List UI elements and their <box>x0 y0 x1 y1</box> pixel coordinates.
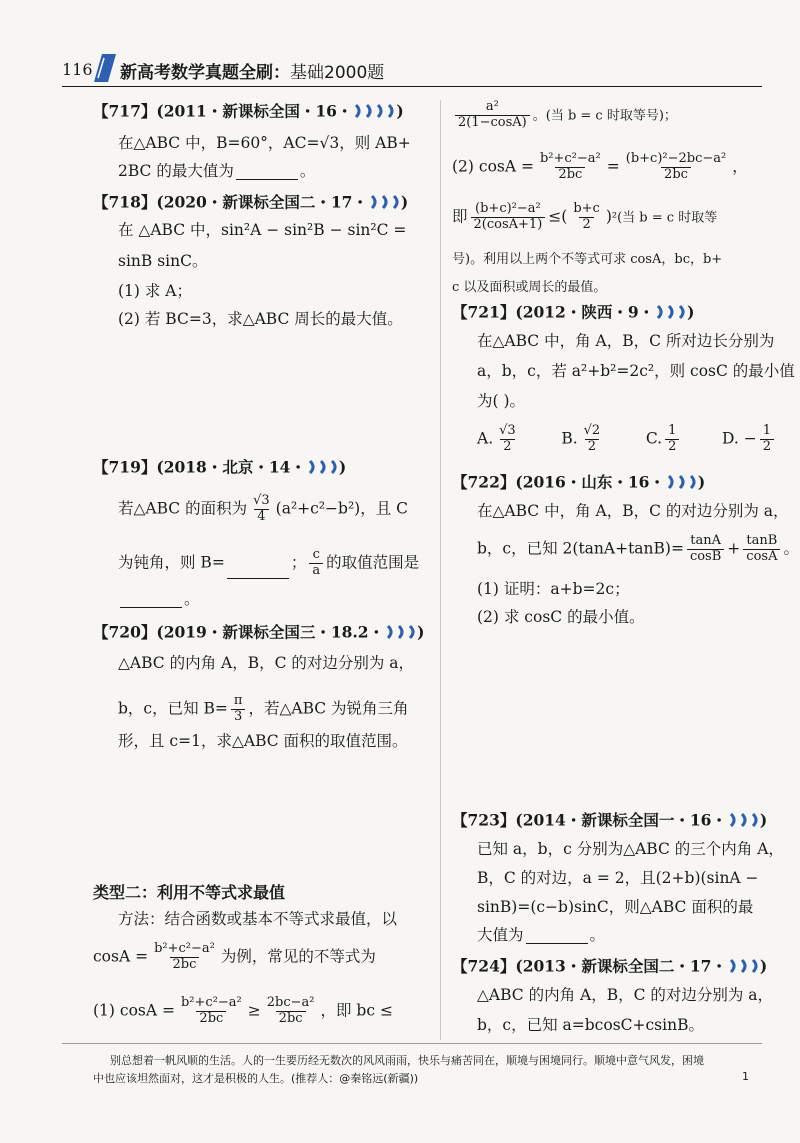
problem-721-options <box>477 424 777 455</box>
method-continued-line2: (2) cosA = $\frac{\text{b²+c²−a²}}{2bc}$ = $\frac{\text{(b+c)²−2bc−a²}}{2bc}$ ， <box>452 151 748 182</box>
fraction: $\frac{√2}{2}$ <box>583 423 601 454</box>
problem-720-line2: b，c，已知 B= $\frac{\pi}{3}$ ，若△ABC 为锐角三角 <box>118 693 409 724</box>
problem-717-line1: 在△ABC 中，B=60°，AC=√3，则 AB+ <box>118 134 411 152</box>
problem-722-line1: 在△ABC 中，角 A，B，C 的对边分别为 a， <box>477 502 789 520</box>
method-line3: (1) cosA = $\frac{\text{b²+c²−a²}}{2bc}$ ≥ $\frac{\text{2bc−a²}}{2bc}$ ，即 bc ≤ <box>93 995 393 1026</box>
problem-723-header: 【723】(2014・新课标全国一・16・ ) <box>452 810 768 830</box>
footer-quote-line1: 别总想着一帆风顺的生活。人的一生要历经无数次的风风雨雨，快乐与痛苦同在，顺境与困境同行。顺境中意气风发，困境 <box>110 1054 704 1067</box>
fraction: $\frac{\pi}{3}$ <box>231 694 246 725</box>
option-b[interactable]: B. $\frac{√2}{2}$ <box>561 424 606 455</box>
method-continued-line4: 号)。利用以上两个不等式可求 cosA，bc，b+ <box>452 252 723 267</box>
method-line1: 方法：结合函数或基本不等式求最值，以 <box>118 910 398 928</box>
problem-721-line1: 在△ABC 中，角 A，B，C 所对边长分别为 <box>477 332 775 350</box>
problem-717-header: 【717】(2011・新课标全国・16・ ) <box>93 101 404 121</box>
footer-rule <box>62 1043 762 1044</box>
fraction: $\frac{\text{b²+c²−a²}}{2bc}$ <box>154 941 215 972</box>
problem-722-q2: (2) 求 cosC 的最小值。 <box>477 608 645 626</box>
footer-page-mark: 1 <box>742 1070 749 1083</box>
difficulty-icon <box>727 812 760 831</box>
option-c[interactable]: C. $\frac{1}{2}$ <box>646 424 683 455</box>
problem-723-line4: 大值为 。 <box>477 926 606 944</box>
problem-718-line2: sinB sinC。 <box>118 252 208 270</box>
problem-720-line1: △ABC 的内角 A，B，C 的对边分别为 a， <box>118 654 415 672</box>
method-continued-line3: 即 $\frac{\text{(b+c)²−a²}}{2(\cos A+1)}$ ≤( $\frac{b+c}{2}$ )²(当 b = c 时取等 <box>452 201 718 232</box>
fraction: $\frac{\tan A}{\cos B}$ <box>687 534 724 565</box>
difficulty-icon <box>654 304 687 323</box>
problem-724-line1: △ABC 的内角 A，B，C 的对边分别为 a， <box>477 986 774 1004</box>
footer-quote-line2: 中也应该坦然面对，这才是积极的人生。(推荐人：@秦铭远(新疆)) <box>93 1072 419 1085</box>
column-divider <box>440 100 441 1040</box>
method-continued-line5: c 以及面积或周长的最值。 <box>452 280 607 295</box>
problem-722-line2: b，c，已知 2(tanA+tanB)= $\frac{\tan A}{\cos B}$ + $\frac{\tan B}{\cos A}$ 。 <box>477 533 799 564</box>
problem-722-q1: (1) 证明：a+b=2c； <box>477 580 630 598</box>
problem-723-line3: sinB)=(c−b)sinC，则△ABC 面积的最 <box>477 898 754 916</box>
option-a[interactable]: A. $\frac{√3}{2}$ <box>477 424 522 455</box>
option-d[interactable]: D. − $\frac{1}{2}$ <box>722 424 777 455</box>
fraction: $\frac{√3}{2}$ <box>499 423 516 454</box>
problem-723-line1: 已知 a，b，c 分别为△ABC 的三个内角 A， <box>477 840 784 858</box>
header-title: 新高考数学真题全刷：基础2000题 <box>120 63 385 83</box>
difficulty-icon <box>368 194 401 213</box>
problem-720-header: 【720】(2019・新课标全国三・18.2・ ) <box>93 622 425 642</box>
problem-718-q1: (1) 求 A； <box>118 282 193 300</box>
problem-719-line2: 为钝角，则 B= ； $\frac{c}{a}$ 的取值范围是 <box>118 547 420 578</box>
header-stripe-icon <box>94 54 116 82</box>
difficulty-icon <box>306 459 339 478</box>
page-number: 116 <box>62 60 93 79</box>
fraction: $\frac{\tan B}{\cos A}$ <box>743 534 780 565</box>
fraction: $\frac{\text{(b+c)²−a²}}{2(\cos A+1)}$ <box>471 202 546 233</box>
fraction: $\frac{\text{(b+c)²−2bc−a²}}{2bc}$ <box>625 151 727 182</box>
problem-719-line3: 。 <box>118 592 200 608</box>
problem-724-line2: b，c，已知 a=bcosC+csinB。 <box>477 1016 704 1034</box>
problem-720-line3: 形，且 c=1，求△ABC 面积的取值范围。 <box>118 732 408 750</box>
problem-724-header: 【724】(2013・新课标全国二・17・ ) <box>452 956 768 976</box>
problem-721-header: 【721】(2012・陕西・9・ ) <box>452 302 695 322</box>
fraction: $\frac{\text{b²+c²−a²}}{2bc}$ <box>539 151 601 182</box>
answer-blank[interactable] <box>526 929 588 944</box>
section-heading: 类型二：利用不等式求最值 <box>93 883 286 902</box>
problem-717-line2: 2BC 的最大值为 。 <box>118 162 316 180</box>
difficulty-icon <box>352 103 396 122</box>
problem-718-line1: 在 △ABC 中，sin²A − sin²B − sin²C = <box>118 221 407 239</box>
fraction: $\frac{b+c}{2}$ <box>573 201 600 232</box>
answer-blank[interactable] <box>120 593 182 608</box>
problem-719-header: 【719】(2018・北京・14・ ) <box>93 457 347 477</box>
problem-722-header: 【722】(2016・山东・16・ ) <box>452 472 706 492</box>
problem-718-q2: (2) 若 BC=3，求△ABC 周长的最大值。 <box>118 310 403 328</box>
problem-721-line3: 为( )。 <box>477 392 526 410</box>
fraction: $\frac{√3}{4}$ <box>253 493 270 524</box>
fraction: $\frac{1}{2}$ <box>760 424 774 455</box>
fraction: $\frac{\text{a²}}{2(1-\cos A)}$ <box>455 100 530 131</box>
method-line2: cosA = $\frac{\text{b²+c²−a²}}{2bc}$ 为例，常见的不等式为 <box>93 941 376 972</box>
answer-blank[interactable] <box>236 165 298 180</box>
difficulty-icon <box>384 624 417 643</box>
problem-719-line1: 若△ABC 的面积为 $\frac{√3}{4}$ (a²+c²−b²)，且 C <box>118 493 408 524</box>
method-continued-line1: $\frac{\text{a²}}{2(1-\cos A)}$ 。(当 b = c 时取等号)； <box>452 100 677 131</box>
problem-721-line2: a，b，c，若 a²+b²=2c²，则 cosC 的最小值 <box>477 362 795 380</box>
fraction: $\frac{\text{b²+c²−a²}}{2bc}$ <box>180 995 242 1026</box>
fraction: $\frac{\text{2bc−a²}}{2bc}$ <box>266 995 315 1026</box>
fraction: $\frac{c}{a}$ <box>309 548 323 579</box>
difficulty-icon <box>665 474 698 493</box>
header-rule <box>62 86 762 87</box>
problem-723-line2: B，C 的对边，a = 2，且(2+b)(sinA − <box>477 869 759 887</box>
difficulty-icon <box>727 958 760 977</box>
problem-718-header: 【718】(2020・新课标全国二・17・ ) <box>93 192 409 212</box>
fraction: $\frac{1}{2}$ <box>665 424 679 455</box>
answer-blank[interactable] <box>227 564 289 579</box>
